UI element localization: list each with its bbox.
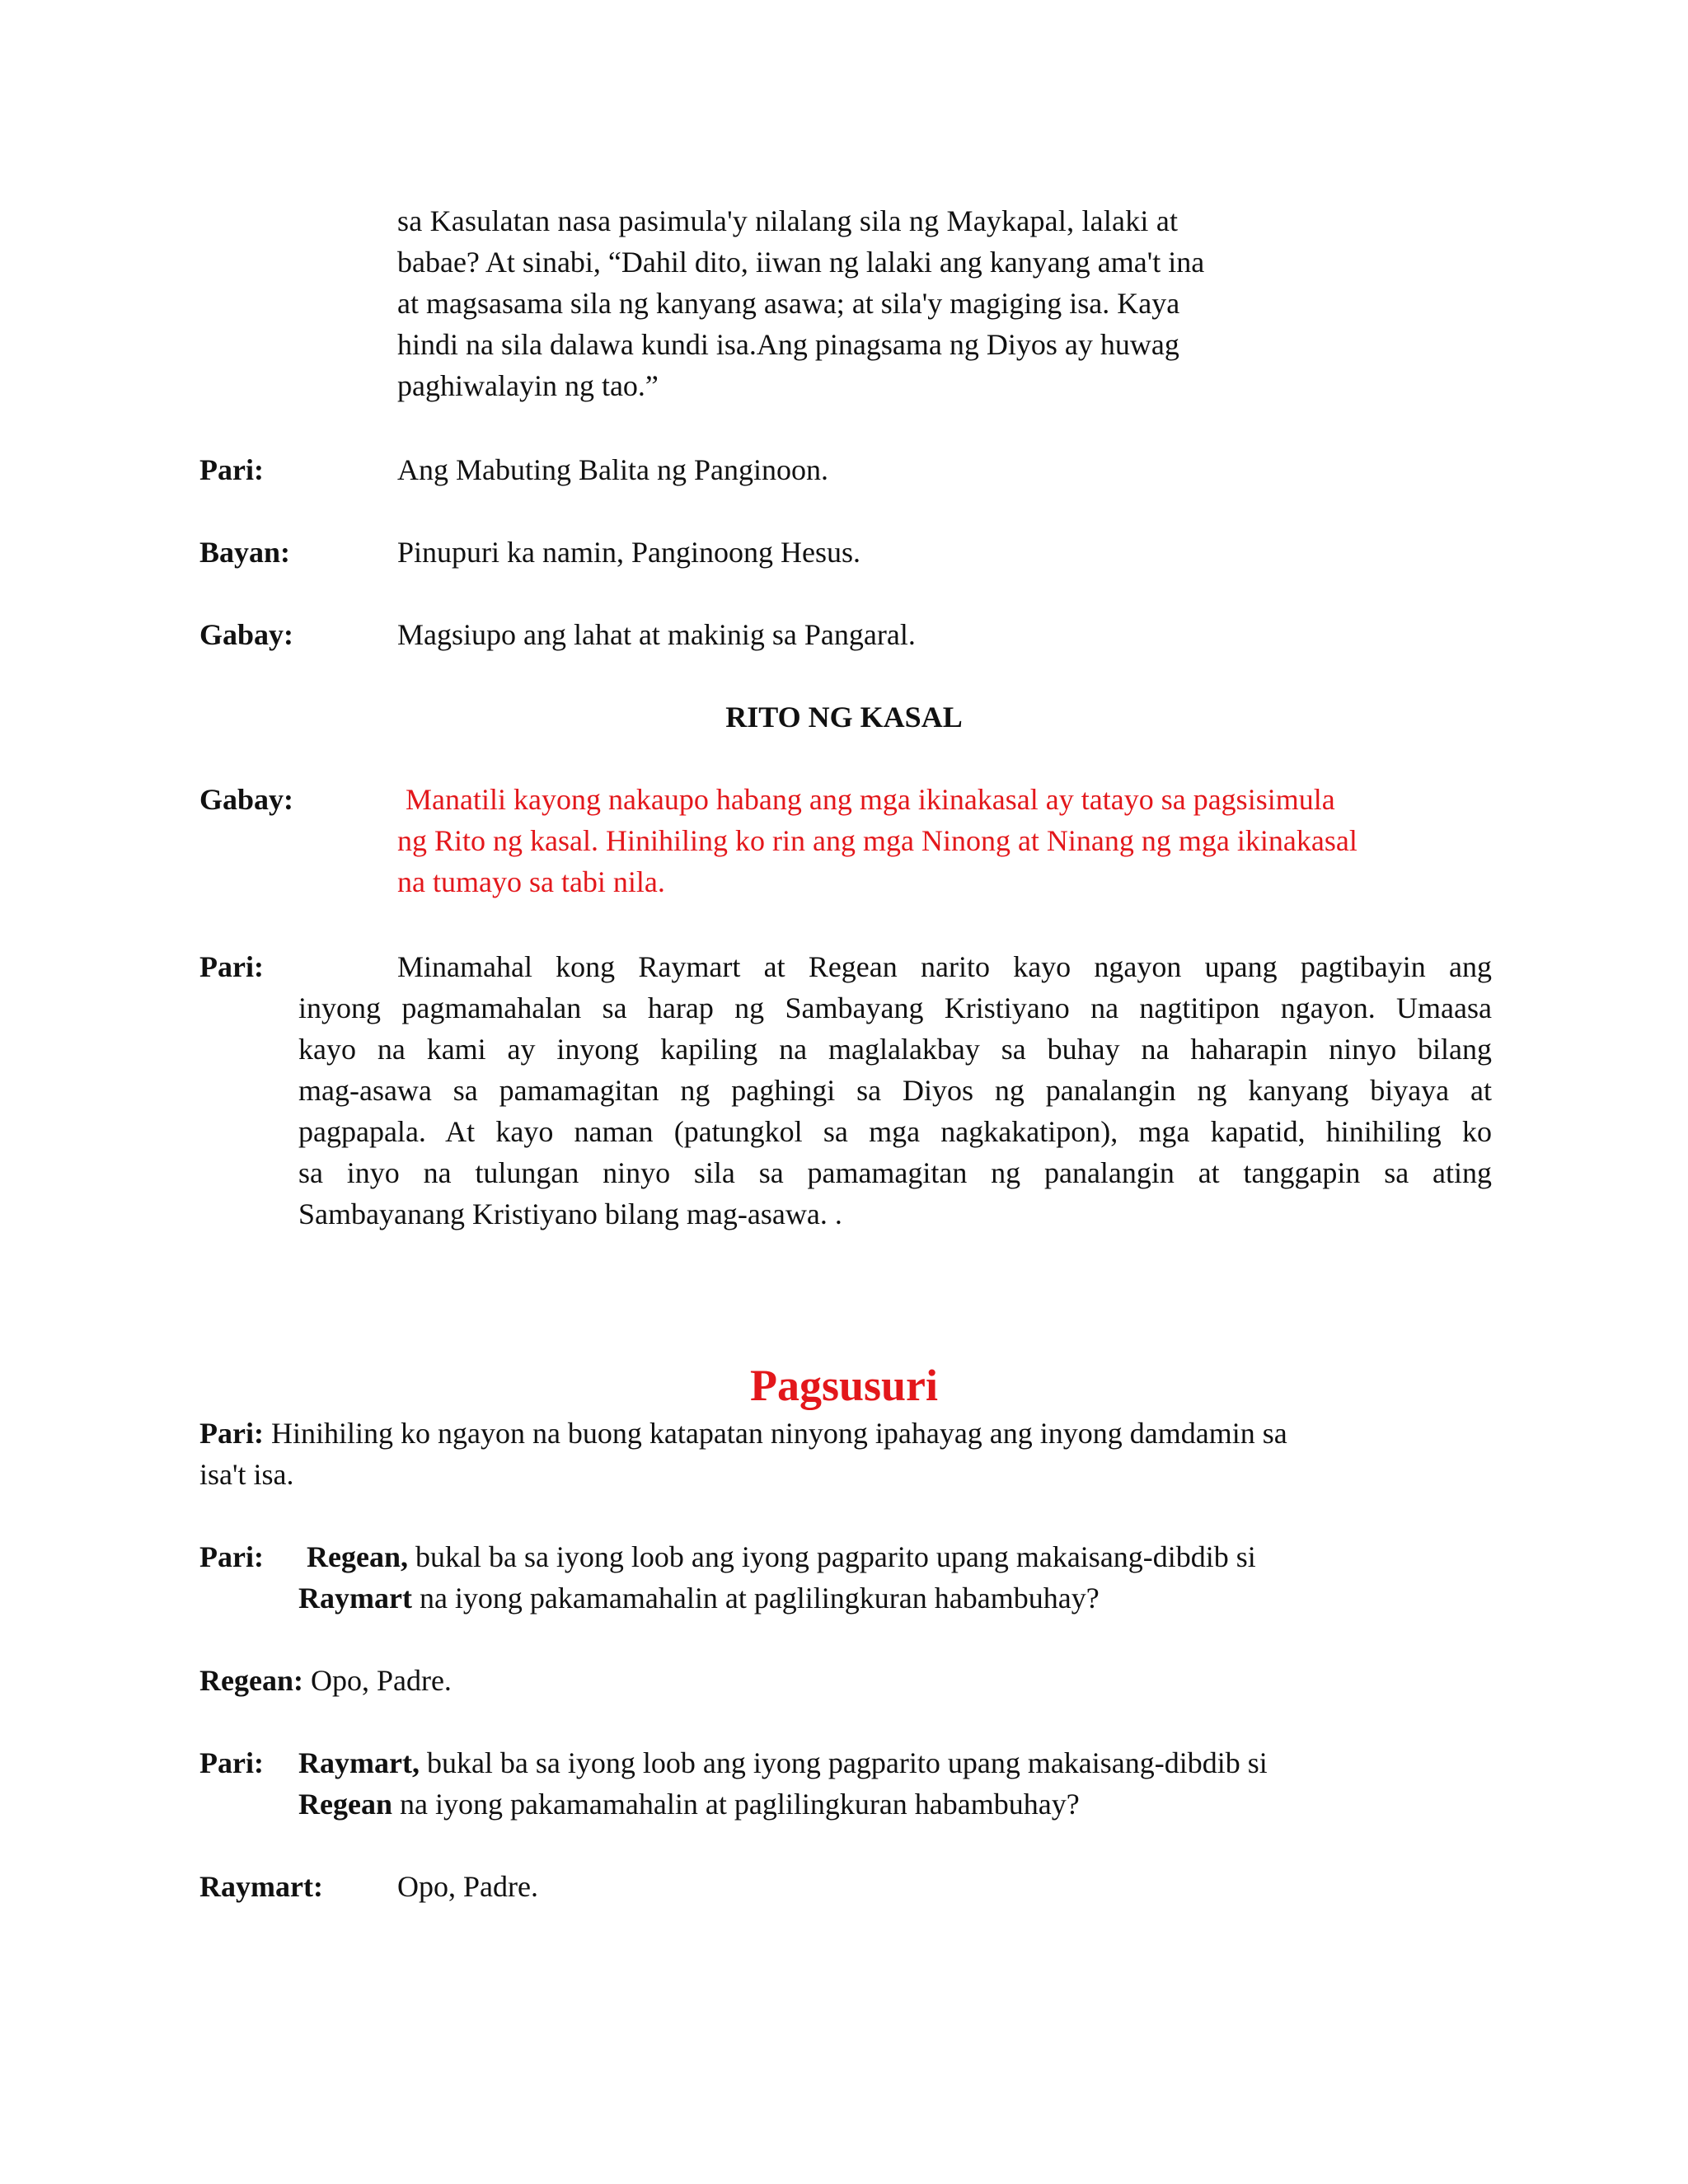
speaker-label: Bayan: bbox=[199, 536, 291, 569]
gospel-reading-text bbox=[397, 200, 1304, 406]
speaker-label: Regean: bbox=[199, 1664, 303, 1697]
dialog-text: Magsiupo ang lahat at makinig sa Pangaral. bbox=[397, 618, 916, 651]
question-line bbox=[298, 1577, 1100, 1619]
speaker-label: Pari: bbox=[199, 1417, 264, 1450]
groom-name: Raymart bbox=[298, 1582, 412, 1615]
reading-line: sa Kasulatan nasa pasimula'y nilalang sila ng Maykapal, lalaki at bbox=[397, 204, 1179, 237]
speaker-label: Raymart: bbox=[199, 1870, 323, 1903]
question-text: na iyong pakamamahalin at paglilingkuran habambuhay? bbox=[419, 1582, 1100, 1615]
paragraph-line: Minamahal kong Raymart at Regean narito kayo ngayon upang pagtibayin ang bbox=[397, 950, 1492, 983]
instruction-line: ng Rito ng kasal. Hinihiling ko rin ang mga Ninong at Ninang ng mga ikinakasal bbox=[397, 824, 1357, 857]
paragraph-line: kayo na kami ay inyong kapiling na maglalakbay sa buhay na haharapin ninyo bilang bbox=[298, 1033, 1492, 1066]
answer-text: Opo, Padre. bbox=[310, 1664, 452, 1697]
section-heading-pagsusuri: Pagsusuri bbox=[749, 1361, 939, 1410]
bride-name: Regean, bbox=[307, 1540, 408, 1573]
pari-address-paragraph bbox=[298, 946, 1492, 1235]
speaker-label: Pari: bbox=[199, 453, 264, 486]
paragraph-line: pagpapala. At kayo naman (patungkol sa mga nagkakatipon), mga kapatid, hinihiling ko bbox=[298, 1115, 1492, 1148]
dialog-text: isa't isa. bbox=[199, 1458, 294, 1491]
answer-text: Opo, Padre. bbox=[397, 1870, 538, 1903]
paragraph-line: mag-asawa sa pamamagitan ng paghingi sa Diyos ng panalangin ng kanyang biyaya at bbox=[298, 1074, 1492, 1107]
paragraph-line: inyong pagmamahalan sa harap ng Sambayang Kristiyano na nagtitipon ngayon. Umaasa bbox=[298, 991, 1492, 1024]
question-line bbox=[298, 1783, 1080, 1825]
question-text: bukal ba sa iyong loob ang iyong pagparito upang makaisang-dibdib si bbox=[415, 1540, 1256, 1573]
paragraph-line: sa inyo na tulungan ninyo sila sa pamamagitan ng panalangin at tanggapin sa ating bbox=[298, 1156, 1492, 1189]
dialog-text: Ang Mabuting Balita ng Panginoon. bbox=[397, 453, 828, 486]
pagsusuri-intro-line bbox=[199, 1413, 1287, 1454]
reading-line: at magsasama sila ng kanyang asawa; at sila'y magiging isa. Kaya bbox=[397, 287, 1180, 320]
question-text: bukal ba sa iyong loob ang iyong pagparito upang makaisang-dibdib si bbox=[426, 1746, 1268, 1779]
answer-line bbox=[199, 1660, 452, 1701]
section-heading-rito: RITO NG KASAL bbox=[725, 701, 963, 733]
speaker-label: Gabay: bbox=[199, 618, 294, 651]
instruction-line: na tumayo sa tabi nila. bbox=[397, 865, 665, 898]
dialog-text: Pinupuri ka namin, Panginoong Hesus. bbox=[397, 536, 860, 569]
speaker-label: Pari: bbox=[199, 1540, 264, 1573]
speaker-label: Pari: bbox=[199, 1746, 264, 1779]
question-line bbox=[298, 1742, 1268, 1783]
instruction-line: Manatili kayong nakaupo habang ang mga ikinakasal ay tatayo sa pagsisimula bbox=[406, 783, 1335, 816]
reading-line: babae? At sinabi, “Dahil dito, iiwan ng lalaki ang kanyang ama't ina bbox=[397, 246, 1205, 279]
paragraph-line: Sambayanang Kristiyano bilang mag-asawa. . bbox=[298, 1197, 842, 1230]
bride-name: Regean bbox=[298, 1788, 392, 1821]
speaker-label: Gabay: bbox=[199, 783, 294, 816]
reading-line: paghiwalayin ng tao.” bbox=[397, 369, 659, 402]
reading-line: hindi na sila dalawa kundi isa.Ang pinagsama ng Diyos ay huwag bbox=[397, 328, 1179, 361]
groom-name: Raymart, bbox=[298, 1746, 420, 1779]
dialog-text: Hinihiling ko ngayon na buong katapatan ninyong ipahayag ang inyong damdamin sa bbox=[270, 1417, 1287, 1450]
speaker-label: Pari: bbox=[199, 950, 264, 983]
question-text: na iyong pakamamahalin at paglilingkuran habambuhay? bbox=[399, 1788, 1080, 1821]
question-line bbox=[307, 1536, 1256, 1577]
